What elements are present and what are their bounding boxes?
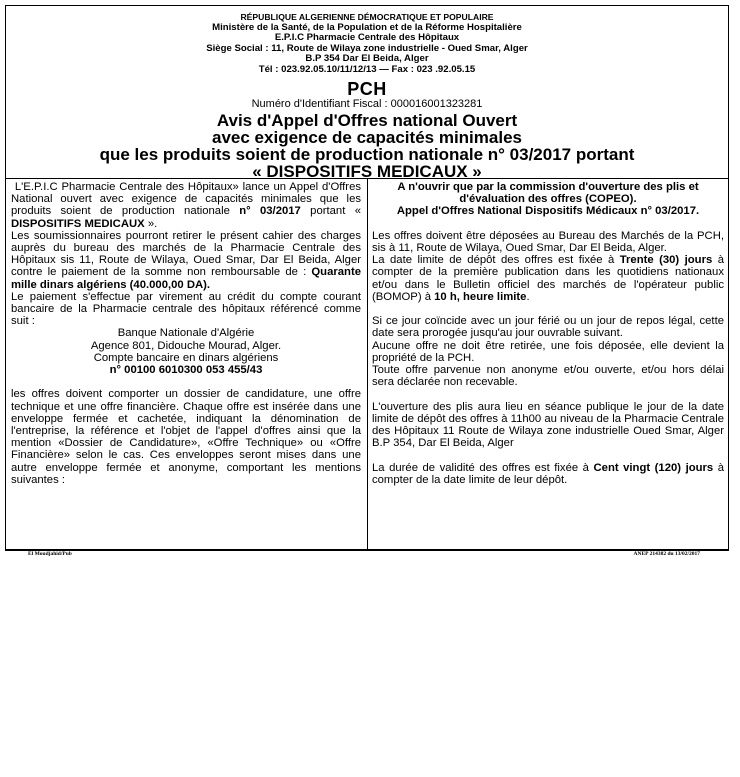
bank-name: Banque Nationale d'Algérie [117, 327, 255, 340]
siege-line: Siège Social : 11, Route de Wilaya zone industrielle - Oued Smar, Alger [206, 42, 528, 54]
title-line-3: que les produits soient de production nationale n° 03/2017 portant [99, 145, 635, 164]
title-line-4: « DISPOSITIFS MEDICAUX » [252, 162, 482, 181]
title-line-2: avec exigence de capacités minimales [212, 128, 522, 147]
left-column [11, 181, 361, 486]
payment-paragraph: Le paiement s'effectue par virement au crédit du compte courant bancaire de la Pharmacie centrale des hôpitaux référencé comme suit : [11, 290, 361, 328]
letterhead [6, 12, 728, 75]
bp-line: B.P 354 Dar El Beida, Alger [305, 53, 429, 64]
fiscal-id: Numéro d'Identifiant Fiscal : 000016001323281 [251, 98, 483, 110]
epic-line: E.P.I.C Pharmacie Centrale des Hôpitaux [274, 32, 460, 43]
ministere-line: Ministère de la Santé, de la Population et de la Réforme Hospitalière [212, 21, 522, 33]
republique-line: RÉPUBLIQUE ALGERIENNE DÉMOCRATIQUE ET POPULAIRE [240, 12, 494, 22]
acronym: PCH [347, 79, 387, 99]
bank-account-type: Compte bancaire en dinars algériens [93, 351, 279, 364]
notice-title [6, 112, 728, 180]
holiday-paragraph: Si ce jour coïncide avec un jour férié ou un jour de repos légal, cette date sera prorogée jusqu'au jour ouvrable suivant. [372, 315, 724, 340]
anonymity-rule: Toute offre parvenue non anonyme et/ou ouverte, et/ou hors délai sera déclarée non recevable. [372, 364, 724, 389]
publisher-credit: El Moudjahid/Pub [28, 551, 72, 557]
validity-paragraph: La durée de validité des offres est fixée à Cent vingt (120) jours à compter de la date limite de leur dépôt. [372, 461, 725, 486]
tender-notice [5, 5, 729, 557]
copeo-heading: A n'ouvrir que par la commission d'ouverture des plis et d'évaluation des offres (COPEO). [397, 181, 699, 206]
opening-paragraph: L'ouverture des plis aura lieu en séance publique le jour de la date limite de dépôt des offres à 11h00 au niveau de la Pharmacie Centrale des Hôpitaux 11 Route de Wilaya zone industrielle Oued Smar, Alger B.P 354, Dar El Beida, Alger [372, 400, 724, 450]
intro-paragraph: L'E.P.I.C Pharmacie Centrale des Hôpitaux» lance un Appel d'Offres National ouvert avec exigence de capacités minimales que les produits soient de production nationale n° 03/2017 portant « DISPOSITIFS MEDICAUX ». [11, 181, 362, 230]
anep-reference: ANEP 214382 du 13/02/2017 [633, 551, 700, 557]
right-column [372, 181, 724, 486]
column-divider [367, 178, 368, 550]
bank-agency: Agence 801, Didouche Mourad, Alger. [90, 339, 282, 352]
deposit-paragraph: Les offres doivent être déposées au Bureau des Marchés de la PCH, sis à 11, Route de Wilaya, Oued Smar, Dar El Beida, Alger. [372, 229, 724, 254]
withdrawal-rule: Aucune offre ne doit être retirée, une fois déposée, elle devient la propriété de la PCH. [372, 339, 724, 364]
offers-paragraph: les offres doivent comporter un dossier de candidature, une offre technique et une offre financière. Chaque offre est insérée dans une enveloppe fermée et cachetée, indiquant la dénomination de l'entreprise, la référence et l'objet de l'appel d'offres ainsi que la mention «Dossier de Candidature», «Offre Technique» ou «Offre Financière» selon le cas. Ces enveloppes seront mises dans une autre enveloppe fermée et anonyme, comportant les mentions suivantes : [11, 388, 361, 486]
withdrawal-paragraph: Les soumissionnaires pourront retirer le présent cahier des charges auprès du bureau des marchés de la Pharmacie Centrale des Hôpitaux sis 11, Route de Wilaya, Oued Smar, Dar El Beida, Alger contre le paiement de la somme non remboursable de : Quarante mille dinars algériens (40.000,00 DA). [11, 229, 361, 291]
bank-account-number: n° 00100 6010300 053 455/43 [109, 364, 263, 377]
tel-line: Tél : 023.92.05.10/11/12/13 — Fax : 023 .92.05.15 [258, 63, 476, 75]
tender-reference: Appel d'Offres National Dispositifs Médicaux n° 03/2017. [396, 205, 700, 218]
title-line-1: Avis d'Appel d'Offres national Ouvert [216, 111, 518, 130]
deadline-paragraph: La date limite de dépôt des offres est fixée à Trente (30) jours à compter de la première publication dans les quotidiens nationaux et/ou dans le Bulletin officiel des marchés de l'opérateur public (BOMOP) à 10 h, heure limite. [372, 254, 724, 303]
